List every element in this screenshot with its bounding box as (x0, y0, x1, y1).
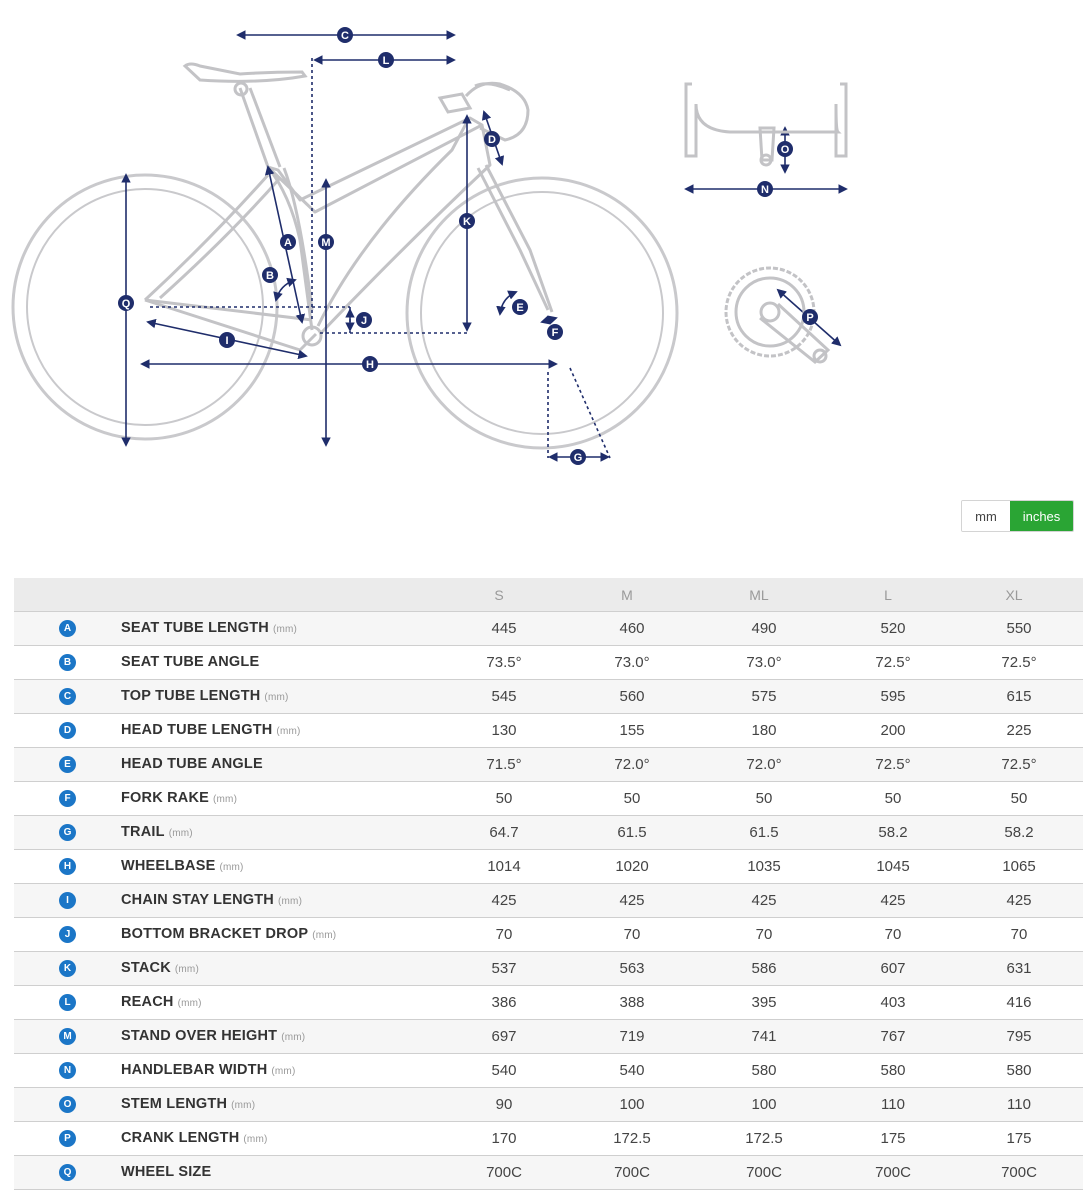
row-unit: (mm) (277, 896, 303, 907)
bike-geometry-svg (0, 0, 1089, 480)
cell-value: 550 (1006, 620, 1032, 637)
row-label (121, 986, 202, 1019)
cell-value: 395 (751, 994, 777, 1011)
row-label (121, 1088, 255, 1121)
cell-value: 540 (619, 1062, 645, 1079)
cell-value: 73.0° (614, 654, 650, 671)
cell-value: 175 (880, 1130, 906, 1147)
cell-value: 73.0° (746, 654, 782, 671)
cell-value: 61.5 (749, 824, 779, 841)
geometry-table (14, 578, 1083, 1190)
cell-value: 70 (1010, 926, 1028, 943)
row-badge: J (59, 926, 76, 943)
row-label-text: STACK (121, 960, 171, 976)
cell-value: 490 (751, 620, 777, 637)
row-label-text: HEAD TUBE ANGLE (121, 756, 263, 772)
table-row (14, 1020, 1083, 1054)
row-label-text: SEAT TUBE ANGLE (121, 654, 260, 670)
row-unit: (mm) (177, 998, 202, 1009)
badge-N (757, 181, 773, 197)
cell-value: 50 (495, 790, 513, 807)
bike-frame (145, 88, 552, 350)
table-row (14, 1088, 1083, 1122)
badge-O (777, 141, 793, 157)
cell-value: 58.2 (878, 824, 908, 841)
size-header-l: L (884, 586, 892, 603)
row-label (121, 1054, 296, 1087)
row-label (121, 748, 267, 781)
size-header-m: M (621, 586, 633, 603)
row-unit: (mm) (219, 862, 244, 873)
cell-value: 50 (1010, 790, 1028, 807)
cell-value: 700C (875, 1164, 911, 1181)
badge-M (318, 234, 334, 250)
row-unit: (mm) (264, 692, 289, 703)
table-row (14, 918, 1083, 952)
row-label (121, 646, 263, 679)
table-row (14, 1156, 1083, 1190)
size-header-xl: XL (1005, 586, 1023, 603)
row-label-text: BOTTOM BRACKET DROP (121, 926, 309, 942)
table-row (14, 714, 1083, 748)
unit-inches-button[interactable]: inches (1010, 501, 1073, 531)
cell-value: 1065 (1002, 858, 1036, 875)
cell-value: 110 (1007, 1096, 1031, 1113)
cell-value: 225 (1006, 722, 1032, 739)
cell-value: 71.5° (486, 756, 522, 773)
cell-value: 50 (755, 790, 773, 807)
svg-text:D: D (488, 134, 496, 146)
cell-value: 416 (1006, 994, 1032, 1011)
badge-G (570, 449, 586, 465)
cell-value: 520 (880, 620, 906, 637)
cell-value: 70 (623, 926, 641, 943)
cell-value: 545 (491, 688, 517, 705)
badge-F (547, 324, 563, 340)
row-label (121, 850, 244, 883)
row-badge: G (59, 824, 76, 841)
row-badge: D (59, 722, 76, 739)
svg-text:J: J (360, 315, 368, 327)
bike-geometry-diagram (0, 0, 1089, 480)
table-header (14, 578, 1083, 612)
cell-value: 795 (1006, 1028, 1032, 1045)
row-unit: (mm) (168, 828, 193, 839)
svg-text:P: P (806, 312, 814, 324)
row-label-text: STEM LENGTH (121, 1096, 228, 1112)
table-row (14, 850, 1083, 884)
row-badge: A (59, 620, 76, 637)
saddle (185, 64, 305, 95)
cell-value: 70 (755, 926, 773, 943)
row-badge: B (59, 654, 76, 671)
row-label (121, 714, 301, 747)
cell-value: 61.5 (617, 824, 647, 841)
cell-value: 767 (880, 1028, 906, 1045)
cell-value: 170 (491, 1130, 517, 1147)
row-badge: P (59, 1130, 76, 1147)
front-wheel (407, 178, 677, 448)
row-label (121, 918, 336, 951)
cell-value: 700C (746, 1164, 782, 1181)
row-unit: (mm) (276, 726, 301, 737)
row-unit: (mm) (213, 794, 238, 805)
cell-value: 700C (614, 1164, 650, 1181)
row-label-text: HEAD TUBE LENGTH (121, 722, 273, 738)
svg-text:K: K (463, 216, 471, 228)
table-row (14, 782, 1083, 816)
unit-toggle (961, 500, 1074, 532)
table-row (14, 646, 1083, 680)
cell-value: 1020 (615, 858, 649, 875)
cell-value: 72.5° (875, 654, 911, 671)
row-badge: F (59, 790, 76, 807)
cell-value: 110 (881, 1096, 905, 1113)
cell-value: 697 (491, 1028, 517, 1045)
cell-value: 560 (619, 688, 645, 705)
table-row (14, 884, 1083, 918)
cell-value: 72.5° (1001, 756, 1037, 773)
cell-value: 537 (491, 960, 517, 977)
svg-text:G: G (573, 452, 583, 464)
badge-C (337, 27, 353, 43)
cell-value: 460 (619, 620, 645, 637)
table-row (14, 952, 1083, 986)
cell-value: 425 (1006, 892, 1032, 909)
row-badge: O (59, 1096, 76, 1113)
table-row (14, 816, 1083, 850)
row-label-text: STAND OVER HEIGHT (121, 1028, 278, 1044)
table-row (14, 748, 1083, 782)
cell-value: 700C (486, 1164, 522, 1181)
cell-value: 172.5 (745, 1130, 783, 1147)
row-unit: (mm) (271, 1066, 296, 1077)
row-unit: (mm) (231, 1100, 256, 1111)
rear-wheel (13, 175, 277, 439)
row-badge: H (59, 858, 76, 875)
badge-E (512, 299, 528, 315)
row-badge: K (59, 960, 76, 977)
cell-value: 540 (491, 1062, 517, 1079)
cell-value: 100 (619, 1096, 645, 1113)
cell-value: 563 (619, 960, 645, 977)
row-label (121, 612, 297, 645)
dimension-lines (126, 35, 846, 458)
svg-text:A: A (284, 237, 292, 249)
badge-K (459, 213, 475, 229)
cell-value: 50 (884, 790, 902, 807)
cell-value: 445 (491, 620, 517, 637)
cell-value: 425 (491, 892, 517, 909)
cell-value: 403 (880, 994, 906, 1011)
svg-text:M: M (321, 237, 331, 249)
cell-value: 425 (880, 892, 906, 909)
svg-text:O: O (780, 144, 790, 156)
row-label (121, 1122, 268, 1155)
row-label (121, 680, 289, 713)
table-row (14, 986, 1083, 1020)
svg-text:H: H (366, 359, 374, 371)
cell-value: 386 (491, 994, 517, 1011)
row-badge: N (59, 1062, 76, 1079)
cell-value: 580 (1006, 1062, 1032, 1079)
row-label-text: REACH (121, 994, 174, 1010)
cell-value: 741 (751, 1028, 777, 1045)
cell-value: 100 (751, 1096, 777, 1113)
row-label-text: WHEEL SIZE (121, 1164, 212, 1180)
row-label-text: TOP TUBE LENGTH (121, 688, 261, 704)
cell-value: 580 (751, 1062, 777, 1079)
cell-value: 72.0° (746, 756, 782, 773)
badge-I (219, 332, 235, 348)
badge-Q (118, 295, 134, 311)
cell-value: 64.7 (489, 824, 519, 841)
cell-value: 72.5° (1001, 654, 1037, 671)
cell-value: 180 (751, 722, 777, 739)
cell-value: 70 (495, 926, 513, 943)
row-unit: (mm) (312, 930, 337, 941)
cell-value: 172.5 (613, 1130, 651, 1147)
cell-value: 1014 (487, 858, 521, 875)
row-label (121, 1156, 215, 1189)
svg-text:L: L (382, 55, 390, 67)
badge-B (262, 267, 278, 283)
svg-text:C: C (341, 30, 349, 42)
table-row (14, 1054, 1083, 1088)
table-body (14, 612, 1083, 1190)
badge-L (378, 52, 394, 68)
cell-value: 580 (880, 1062, 906, 1079)
badge-H (362, 356, 378, 372)
row-badge: M (59, 1028, 76, 1045)
cell-value: 155 (619, 722, 645, 739)
badge-P (802, 309, 818, 325)
svg-text:B: B (266, 270, 274, 282)
row-badge: C (59, 688, 76, 705)
cell-value: 607 (880, 960, 906, 977)
cell-value: 72.0° (614, 756, 650, 773)
cell-value: 719 (619, 1028, 645, 1045)
svg-text:F: F (551, 327, 559, 339)
cell-value: 70 (884, 926, 902, 943)
cell-value: 72.5° (875, 756, 911, 773)
row-unit: (mm) (243, 1134, 268, 1145)
cell-value: 595 (880, 688, 906, 705)
svg-text:Q: Q (121, 298, 131, 310)
cell-value: 388 (619, 994, 645, 1011)
cell-value: 130 (491, 722, 517, 739)
badge-A (280, 234, 296, 250)
row-badge: E (59, 756, 76, 773)
size-header-ml: ML (749, 586, 769, 603)
badge-D (484, 131, 500, 147)
cell-value: 575 (751, 688, 777, 705)
row-label-text: WHEELBASE (121, 858, 216, 874)
row-unit: (mm) (174, 964, 199, 975)
cell-value: 586 (751, 960, 777, 977)
cell-value: 425 (619, 892, 645, 909)
row-label (121, 782, 237, 815)
cell-value: 631 (1006, 960, 1032, 977)
row-badge: L (59, 994, 76, 1011)
cell-value: 73.5° (486, 654, 522, 671)
row-label-text: FORK RAKE (121, 790, 209, 806)
cell-value: 58.2 (1004, 824, 1034, 841)
row-badge: I (59, 892, 76, 909)
row-label-text: CHAIN STAY LENGTH (121, 892, 274, 908)
cell-value: 615 (1006, 688, 1032, 705)
row-label (121, 952, 199, 985)
row-label (121, 816, 193, 849)
row-label-text: HANDLEBAR WIDTH (121, 1062, 268, 1078)
row-badge: Q (59, 1164, 76, 1181)
svg-text:N: N (761, 184, 769, 196)
row-label-text: CRANK LENGTH (121, 1130, 240, 1146)
cell-value: 175 (1006, 1130, 1032, 1147)
cell-value: 1035 (747, 858, 781, 875)
cell-value: 50 (623, 790, 641, 807)
cell-value: 700C (1001, 1164, 1037, 1181)
cell-value: 200 (880, 722, 906, 739)
row-label-text: SEAT TUBE LENGTH (121, 620, 269, 636)
badge-J (356, 312, 372, 328)
row-unit: (mm) (281, 1032, 306, 1043)
row-label-text: TRAIL (121, 824, 165, 840)
size-header-s: S (494, 586, 504, 603)
handlebar-inset (686, 84, 846, 165)
cell-value: 425 (751, 892, 777, 909)
svg-text:E: E (516, 302, 524, 314)
cell-value: 90 (495, 1096, 513, 1113)
row-unit: (mm) (272, 624, 298, 635)
front-cockpit (440, 83, 528, 140)
table-row (14, 680, 1083, 714)
unit-mm-button[interactable]: mm (962, 501, 1010, 531)
cell-value: 1045 (876, 858, 910, 875)
table-row (14, 612, 1083, 646)
svg-text:I: I (225, 335, 229, 347)
table-row (14, 1122, 1083, 1156)
row-label (121, 1020, 305, 1053)
row-label (121, 884, 302, 917)
